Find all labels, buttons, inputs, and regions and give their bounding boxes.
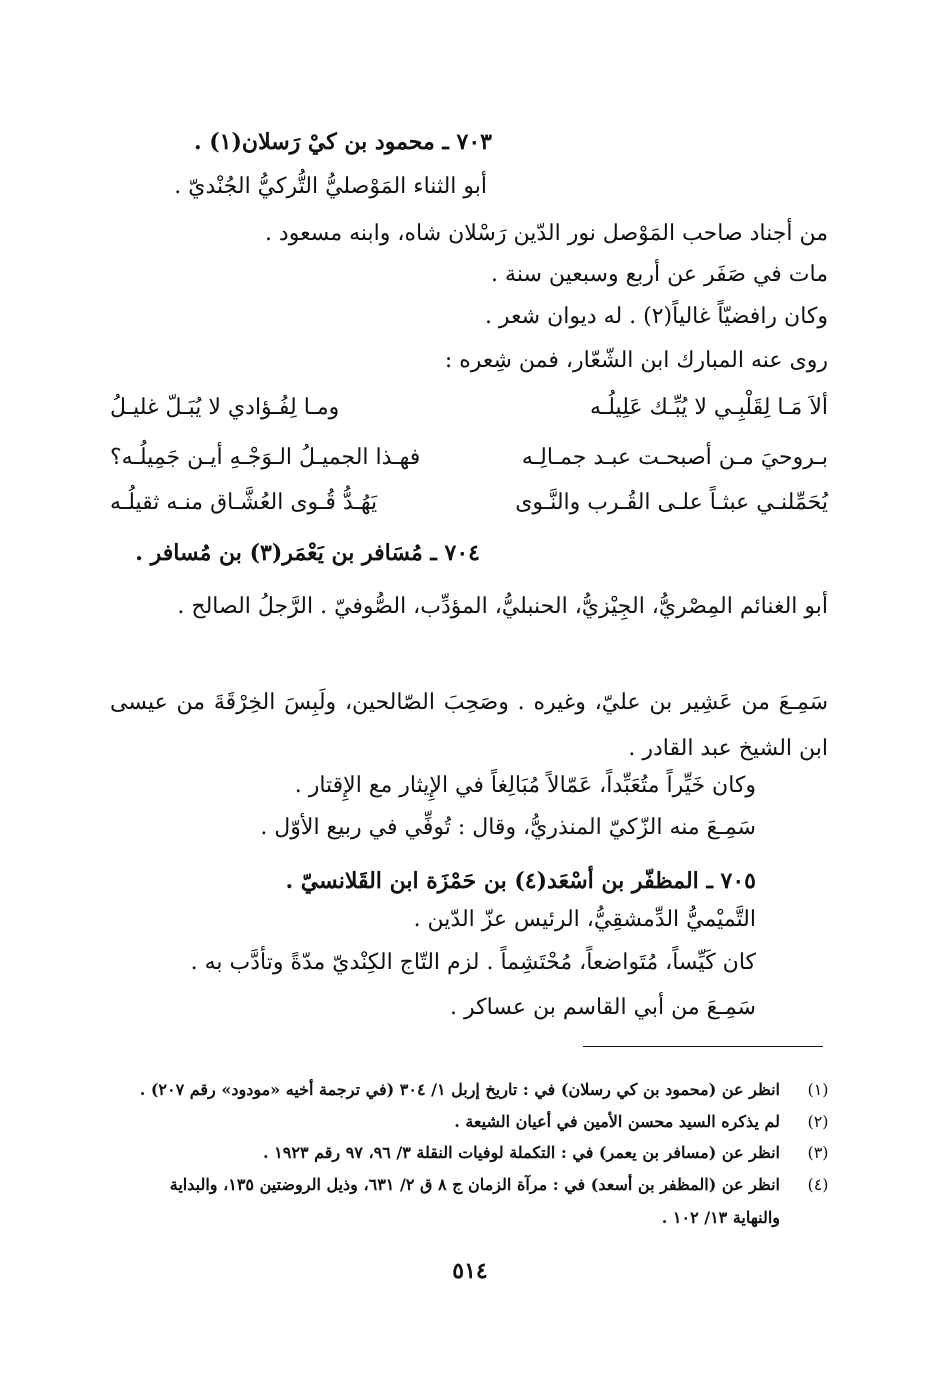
entry-704-paragraph: أبو الغنائم المِصْريُّ، الجِيْزيُّ، الحنبليُّ، المؤدِّب، الصُّوفيّ . الرَّجلُ الصالح . <box>177 594 828 619</box>
footnote-number: (٣) <box>807 1143 829 1162</box>
page-number: ٥١٤ <box>452 1258 488 1284</box>
footnote-text: والنهاية ١٣/ ١٠٢ . <box>661 1208 780 1227</box>
entry-704-paragraph: سَمِـعَ من عَشِير بن عليّ، وغيره . وصَحِبَ الصّالحين، ولَبِسَ الخِرْقَةَ من عيسى ابن الشيخ عبد القادر . <box>110 690 828 761</box>
entry-704-heading: ٧٠٤ ـ مُسَافر بن يَعْمَر(٣) بن مُسافر . <box>135 540 480 566</box>
footnote-number: (٢) <box>807 1112 829 1131</box>
footnote-text: لم يذكره السيد محسن الأمين في أعيان الشيعة . <box>454 1112 780 1131</box>
verse-second-hemistich: فهـذا الجميـلُ الـوَجْـهِ أيـن جَمِيلُـه؟ <box>110 445 421 470</box>
entry-703-line: من أجناد صاحب المَوْصل نور الدّين رَسْلان شاه، وابنه مسعود . <box>264 221 828 246</box>
entry-704-line: وكان خَيِّراً متُعَبِّداً، عَمّالاً مُبَالِغاً في الإِيثار مع الإِقتار . <box>294 773 756 798</box>
entry-705-line: سَمِـعَ من أبي القاسم بن عساكر . <box>449 995 756 1020</box>
entry-703-line: وكان رافضيّاً غالياً(٢) . له ديوان شعر . <box>484 304 828 329</box>
entry-705-line: كان كَيِّساً، مُتَواضعاً، مُحْتَشِماً . لزم التّاج الكِنْديّ مدّةً وتأدَّب به . <box>190 950 756 975</box>
entry-703-heading: ٧٠٣ ـ محمود بن كيْ رَسلان(١) . <box>193 129 492 155</box>
entry-703-line: مات في صَفَر عن أربع وسبعين سنة . <box>491 262 828 287</box>
entry-705-heading: ٧٠٥ ـ المظفّر بن أسْعَد(٤) بن حَمْزَة ابن القَلانسيّ . <box>285 868 756 894</box>
entry-703-line: روى عنه المبارك ابن الشّعّار، فمن شِعره : <box>444 348 828 373</box>
entry-703-line: أبو الثناء المَوْصليُّ التُّركيُّ الجُنْديّ . <box>174 174 487 199</box>
poem-verse <box>110 488 828 528</box>
entry-705-line: التَّميْميُّ الدِّمشقِيُّ، الرئيس عزّ الدّين . <box>413 907 756 932</box>
verse-first-hemistich: ألاَ مَـا لِقَلْبِـي لا يُبِّـك عَلِيلُـه <box>590 395 828 420</box>
poem-verse <box>110 443 828 483</box>
footnote-text: انظر عن (مسافر بن يعمر) في : التكملة لوفيات النقلة ٣/ ٩٦، ٩٧ رقم ١٩٢٣ . <box>263 1143 780 1162</box>
footnote-text: انظر عن (المظفر بن أسعد) في : مرآة الزمان ج ٨ ق ٢/ ٦٣١، وذيل الروضتين ١٣٥، والبداية <box>169 1175 780 1194</box>
verse-first-hemistich: بـروحيَ مـن أصبحـت عبـد جمـالِـه <box>521 445 828 470</box>
footnote-separator <box>583 1046 823 1047</box>
footnote-number: (١) <box>807 1080 829 1099</box>
verse-second-hemistich: يَهُـدُّ قُـوى العُشَّـاق منـه ثقيلُـه <box>110 490 378 515</box>
footnote-text: انظر عن (محمود بن كي رسلان) في : تاريخ إربل ١/ ٣٠٤ (في ترجمة أخيه «مودود» رقم ٢٠٧) . <box>139 1080 780 1099</box>
verse-first-hemistich: يُحَمِّلنـي عبثـاً علـى القُـرب والنَّـوى <box>515 490 828 515</box>
verse-second-hemistich: ومـا لِفُـؤادي لا يُبَـلّ غليـلُ <box>110 395 340 420</box>
poem-verse <box>110 393 828 433</box>
entry-704-line: سَمِـعَ منه الزّكيّ المنذريُّ، وقال : تُوفِّي في ربيع الأوّل . <box>260 815 756 840</box>
footnote-number: (٤) <box>807 1175 829 1194</box>
